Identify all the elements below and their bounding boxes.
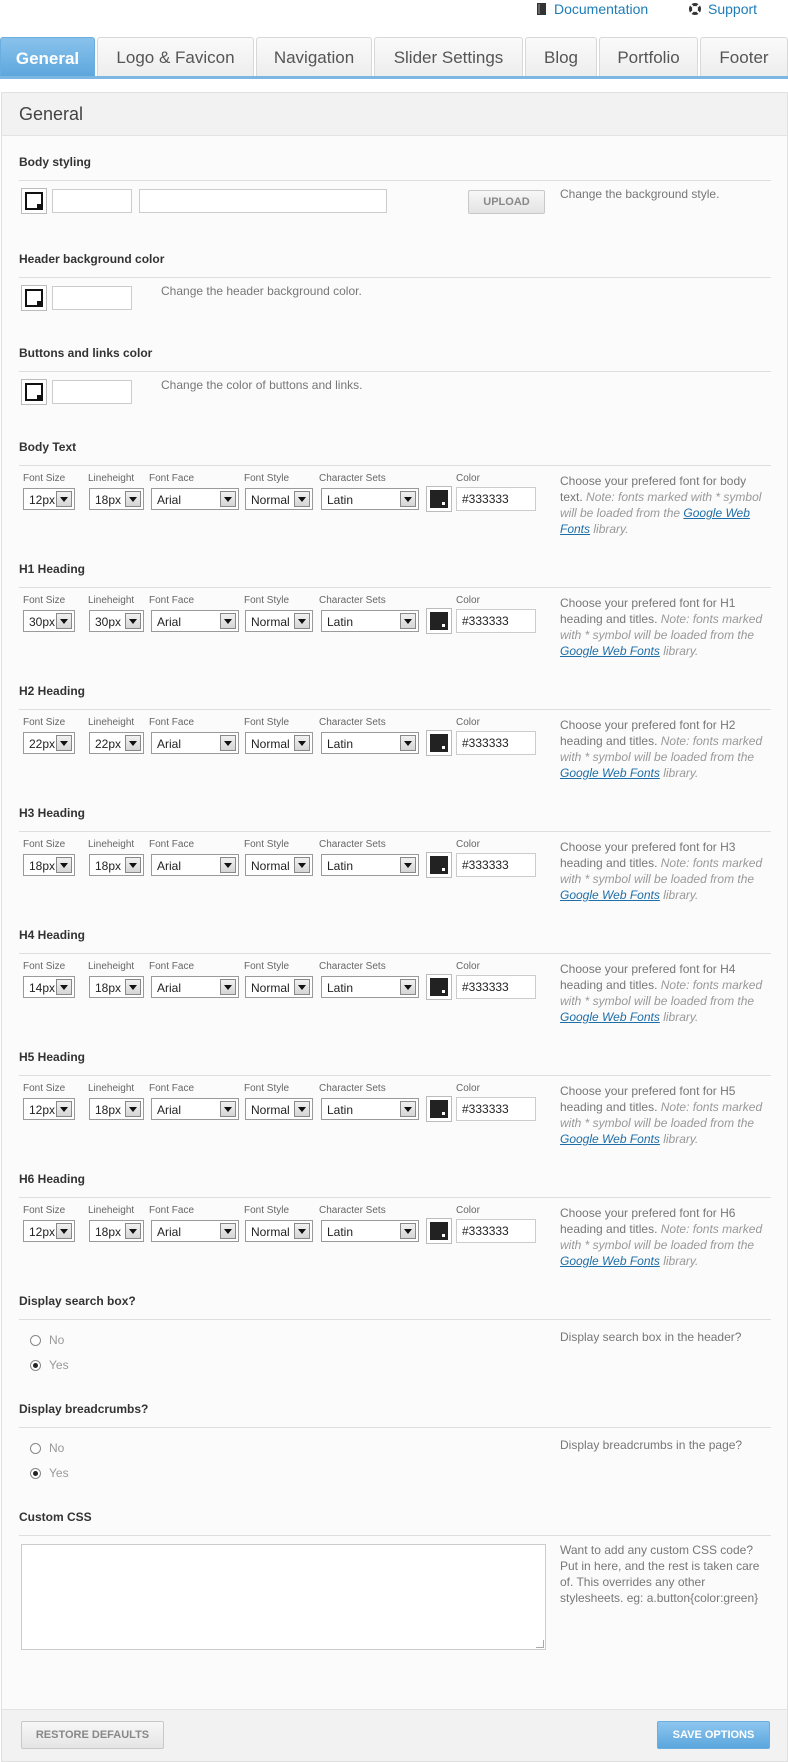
section-title: Buttons and links color bbox=[19, 346, 153, 360]
divider bbox=[19, 1427, 771, 1428]
radio-label: Yes bbox=[49, 1466, 69, 1480]
color-picker[interactable] bbox=[21, 188, 47, 214]
section-title: Header background color bbox=[19, 252, 165, 266]
color-hex-input[interactable] bbox=[52, 380, 132, 404]
section-title: H6 Heading bbox=[19, 1172, 86, 1186]
field-description: Display breadcrumbs in the page? bbox=[560, 1438, 743, 1452]
chevron-down-icon[interactable] bbox=[125, 735, 141, 751]
field-label: Font Face bbox=[149, 717, 195, 728]
select-value: 12px bbox=[29, 493, 56, 507]
lineheight-select[interactable] bbox=[89, 488, 144, 510]
charset-select[interactable] bbox=[321, 610, 419, 632]
description-note: Note: fonts marked with * symbol will be loaded from the bbox=[560, 734, 763, 764]
custom-css-section bbox=[19, 1510, 771, 1670]
face-select[interactable] bbox=[151, 732, 239, 754]
chevron-down-icon[interactable] bbox=[56, 1223, 72, 1239]
divider bbox=[19, 1197, 771, 1198]
support-label: Support bbox=[708, 1, 758, 17]
divider bbox=[19, 831, 771, 832]
chevron-down-icon[interactable] bbox=[400, 1223, 416, 1239]
search-box-yes-radio[interactable] bbox=[30, 1358, 69, 1372]
face-select[interactable] bbox=[151, 1098, 239, 1120]
restore-defaults-label: RESTORE DEFAULTS bbox=[35, 1729, 150, 1741]
size-select[interactable] bbox=[23, 976, 75, 998]
field-label: Character Sets bbox=[319, 1205, 386, 1216]
chevron-down-icon[interactable] bbox=[125, 613, 141, 629]
chevron-down-icon[interactable] bbox=[400, 1101, 416, 1117]
chevron-down-icon[interactable] bbox=[294, 1223, 310, 1239]
description-lead: Choose your prefered font for body text. bbox=[560, 474, 747, 504]
description-note: Note: fonts marked with * symbol will be loaded from the bbox=[560, 612, 763, 642]
chevron-down-icon[interactable] bbox=[294, 979, 310, 995]
field-label: Lineheight bbox=[88, 1205, 135, 1216]
field-label: Lineheight bbox=[88, 839, 135, 850]
select-value: 22px bbox=[95, 737, 122, 751]
color-picker[interactable] bbox=[426, 852, 452, 878]
chevron-down-icon[interactable] bbox=[56, 491, 72, 507]
chevron-down-icon[interactable] bbox=[400, 613, 416, 629]
chevron-down-icon[interactable] bbox=[125, 857, 141, 873]
field-description: Display search box in the header? bbox=[560, 1330, 742, 1344]
field-label: Lineheight bbox=[88, 961, 135, 972]
divider bbox=[19, 1535, 771, 1536]
tab-general[interactable] bbox=[0, 37, 95, 79]
field-label: Color bbox=[456, 595, 480, 606]
divider bbox=[19, 1075, 771, 1076]
lineheight-select[interactable] bbox=[89, 1220, 144, 1242]
header-bg-section bbox=[19, 252, 771, 332]
radio-button[interactable] bbox=[30, 1360, 41, 1371]
field-label: Character Sets bbox=[319, 961, 386, 972]
tab-label: Navigation bbox=[273, 47, 355, 67]
buttons-links-section bbox=[19, 346, 771, 426]
description-tail: library. bbox=[663, 1132, 699, 1146]
google-web-fonts-link[interactable]: Google Web Fonts bbox=[560, 644, 660, 658]
breadcrumbs-yes-radio[interactable] bbox=[30, 1466, 69, 1480]
color-hex-input[interactable]: #333333 bbox=[456, 487, 536, 511]
radio-label: No bbox=[49, 1441, 65, 1455]
color-hex-input[interactable]: #333333 bbox=[456, 1219, 536, 1243]
field-description: Change the color of buttons and links. bbox=[161, 378, 363, 392]
save-options-button[interactable] bbox=[657, 1721, 770, 1749]
field-label: Color bbox=[456, 961, 480, 972]
charset-select[interactable] bbox=[321, 1220, 419, 1242]
select-value: 30px bbox=[95, 615, 122, 629]
select-value: 18px bbox=[95, 493, 122, 507]
chevron-down-icon[interactable] bbox=[400, 735, 416, 751]
color-hex-input[interactable] bbox=[52, 189, 132, 213]
divider bbox=[19, 465, 771, 466]
color-hex-input[interactable]: #333333 bbox=[456, 609, 536, 633]
field-label: Font Style bbox=[244, 961, 290, 972]
field-description bbox=[560, 839, 771, 903]
charset-select[interactable] bbox=[321, 1098, 419, 1120]
google-web-fonts-link[interactable]: Google Web Fonts bbox=[560, 888, 660, 902]
field-label: Lineheight bbox=[88, 717, 135, 728]
search-box-section bbox=[19, 1294, 771, 1394]
field-label: Lineheight bbox=[88, 1083, 135, 1094]
chevron-down-icon[interactable] bbox=[294, 491, 310, 507]
face-select[interactable] bbox=[151, 976, 239, 998]
field-label: Character Sets bbox=[319, 595, 386, 606]
select-value: Latin bbox=[327, 615, 354, 629]
field-label: Font Size bbox=[23, 1083, 66, 1094]
select-value: 18px bbox=[29, 859, 56, 873]
radio-button[interactable] bbox=[30, 1335, 41, 1346]
charset-select[interactable] bbox=[321, 854, 419, 876]
radio-label: Yes bbox=[49, 1358, 69, 1372]
section-title: H4 Heading bbox=[19, 928, 86, 942]
chevron-down-icon[interactable] bbox=[400, 979, 416, 995]
select-value: Latin bbox=[327, 981, 354, 995]
tab-label: Portfolio bbox=[617, 47, 680, 67]
section-title: Custom CSS bbox=[19, 1510, 92, 1524]
field-label: Font Style bbox=[244, 717, 290, 728]
description-note: Note: fonts marked with * symbol will be loaded from the bbox=[560, 490, 762, 520]
tab-portfolio[interactable] bbox=[599, 37, 698, 77]
chevron-down-icon[interactable] bbox=[220, 1223, 236, 1239]
section-title: Display search box? bbox=[19, 1294, 136, 1308]
section-title: Body Text bbox=[19, 440, 77, 454]
upload-button[interactable] bbox=[468, 190, 545, 214]
section-title: H3 Heading bbox=[19, 806, 86, 820]
field-label: Font Size bbox=[23, 595, 66, 606]
chevron-down-icon[interactable] bbox=[56, 1101, 72, 1117]
style-select[interactable] bbox=[245, 854, 313, 876]
color-hex-input[interactable]: #333333 bbox=[456, 731, 536, 755]
field-label: Font Face bbox=[149, 961, 195, 972]
color-picker[interactable] bbox=[426, 1096, 452, 1122]
breadcrumbs-section bbox=[19, 1402, 771, 1502]
select-value: Normal bbox=[251, 615, 290, 629]
font-section bbox=[19, 1050, 771, 1165]
field-label: Font Style bbox=[244, 473, 290, 484]
panel-title: General bbox=[19, 104, 84, 124]
description-lead: Choose your prefered font for H4 heading and titles. bbox=[560, 962, 736, 992]
select-value: 12px bbox=[29, 1225, 56, 1239]
documentation-label: Documentation bbox=[554, 1, 649, 17]
chevron-down-icon[interactable] bbox=[125, 1101, 141, 1117]
field-label: Lineheight bbox=[88, 473, 135, 484]
description-lead: Choose your prefered font for H5 heading and titles. bbox=[560, 1084, 736, 1114]
field-label: Font Face bbox=[149, 1083, 195, 1094]
search-box-no-radio[interactable] bbox=[30, 1333, 64, 1347]
select-value: Arial bbox=[157, 615, 182, 629]
google-web-fonts-link[interactable]: Google Web Fonts bbox=[560, 1254, 660, 1268]
chevron-down-icon[interactable] bbox=[125, 979, 141, 995]
description-lead: Choose your prefered font for H2 heading and titles. bbox=[560, 718, 736, 748]
select-value: Arial bbox=[157, 1103, 182, 1117]
documentation-link[interactable] bbox=[536, 1, 648, 17]
style-select[interactable] bbox=[245, 732, 313, 754]
chevron-down-icon[interactable] bbox=[220, 1101, 236, 1117]
select-value: Normal bbox=[251, 1103, 290, 1117]
chevron-down-icon[interactable] bbox=[294, 613, 310, 629]
description-tail: library. bbox=[663, 644, 699, 658]
upload-button-label: UPLOAD bbox=[483, 196, 530, 208]
charset-select[interactable] bbox=[321, 488, 419, 510]
style-select[interactable] bbox=[245, 1220, 313, 1242]
size-select[interactable] bbox=[23, 610, 75, 632]
style-select[interactable] bbox=[245, 1098, 313, 1120]
color-hex-input[interactable] bbox=[52, 286, 132, 310]
lineheight-select[interactable] bbox=[89, 976, 144, 998]
field-description bbox=[560, 473, 771, 537]
select-value: 18px bbox=[95, 1103, 122, 1117]
description-note: Note: fonts marked with * symbol will be loaded from the bbox=[560, 1222, 763, 1252]
field-label: Character Sets bbox=[319, 839, 386, 850]
color-picker[interactable] bbox=[426, 1218, 452, 1244]
settings-panel bbox=[1, 92, 788, 1762]
field-label: Character Sets bbox=[319, 717, 386, 728]
chevron-down-icon[interactable] bbox=[56, 735, 72, 751]
chevron-down-icon[interactable] bbox=[220, 857, 236, 873]
chevron-down-icon[interactable] bbox=[220, 735, 236, 751]
field-label: Font Face bbox=[149, 839, 195, 850]
description-lead: Choose your prefered font for H3 heading and titles. bbox=[560, 840, 736, 870]
section-title: Display breadcrumbs? bbox=[19, 1402, 149, 1416]
tab-footer[interactable] bbox=[700, 37, 788, 77]
field-label: Color bbox=[456, 839, 480, 850]
field-description bbox=[560, 717, 771, 781]
description-note: Note: fonts marked with * symbol will be loaded from the bbox=[560, 1100, 763, 1130]
field-label: Font Size bbox=[23, 961, 66, 972]
description-note: Note: fonts marked with * symbol will be loaded from the bbox=[560, 856, 763, 886]
tab-label: General bbox=[15, 48, 80, 68]
description-tail: library. bbox=[663, 1010, 699, 1024]
size-select[interactable] bbox=[23, 732, 75, 754]
select-value: Arial bbox=[157, 859, 182, 873]
field-label: Font Size bbox=[23, 839, 66, 850]
chevron-down-icon[interactable] bbox=[294, 735, 310, 751]
chevron-down-icon[interactable] bbox=[400, 491, 416, 507]
divider bbox=[19, 180, 771, 181]
chevron-down-icon[interactable] bbox=[125, 491, 141, 507]
field-label: Color bbox=[456, 1205, 480, 1216]
size-select[interactable] bbox=[23, 854, 75, 876]
face-select[interactable] bbox=[151, 610, 239, 632]
resize-handle[interactable] bbox=[536, 1640, 544, 1648]
field-description: Want to add any custom CSS code? Put in here, and the rest is taken care of. This overrides any other stylesheets. eg: a.button{color:green} bbox=[560, 1543, 760, 1605]
chevron-down-icon[interactable] bbox=[294, 1101, 310, 1117]
divider bbox=[19, 953, 771, 954]
field-description bbox=[560, 961, 771, 1025]
section-title: Body styling bbox=[19, 155, 92, 169]
field-label: Font Style bbox=[244, 839, 290, 850]
chevron-down-icon[interactable] bbox=[220, 491, 236, 507]
support-link[interactable] bbox=[688, 1, 757, 17]
background-image-url-input[interactable] bbox=[139, 189, 387, 213]
size-select[interactable] bbox=[23, 488, 75, 510]
tab-label: Footer bbox=[719, 47, 769, 67]
field-label: Font Style bbox=[244, 595, 290, 606]
field-description bbox=[560, 1083, 771, 1147]
select-value: Normal bbox=[251, 737, 290, 751]
color-picker[interactable] bbox=[426, 730, 452, 756]
lineheight-select[interactable] bbox=[89, 1098, 144, 1120]
lineheight-select[interactable] bbox=[89, 732, 144, 754]
tab-label: Blog bbox=[543, 47, 579, 67]
divider bbox=[19, 371, 771, 372]
face-select[interactable] bbox=[151, 488, 239, 510]
select-value: Latin bbox=[327, 1103, 354, 1117]
select-value: 12px bbox=[29, 1103, 56, 1117]
divider bbox=[19, 709, 771, 710]
panel-header bbox=[2, 93, 787, 136]
face-select[interactable] bbox=[151, 854, 239, 876]
restore-defaults-button[interactable] bbox=[21, 1721, 164, 1749]
section-title: H1 Heading bbox=[19, 562, 86, 576]
divider bbox=[19, 1319, 771, 1320]
font-section bbox=[19, 928, 771, 1043]
description-tail: library. bbox=[663, 888, 699, 902]
font-section bbox=[19, 440, 771, 555]
color-hex-input[interactable]: #333333 bbox=[456, 853, 536, 877]
select-value: 18px bbox=[95, 981, 122, 995]
font-section bbox=[19, 684, 771, 799]
tab-label: Slider Settings bbox=[393, 47, 504, 67]
font-section bbox=[19, 1172, 771, 1287]
select-value: Normal bbox=[251, 1225, 290, 1239]
settings-tabs bbox=[0, 37, 788, 79]
radio-button[interactable] bbox=[30, 1468, 41, 1479]
select-value: 18px bbox=[95, 859, 122, 873]
google-web-fonts-link[interactable]: Google Web Fonts bbox=[560, 766, 660, 780]
size-select[interactable] bbox=[23, 1220, 75, 1242]
font-section bbox=[19, 806, 771, 921]
select-value: Latin bbox=[327, 737, 354, 751]
lifebuoy-icon bbox=[688, 2, 702, 16]
face-select[interactable] bbox=[151, 1220, 239, 1242]
field-description: Change the background style. bbox=[560, 187, 720, 201]
lineheight-select[interactable] bbox=[89, 854, 144, 876]
chevron-down-icon[interactable] bbox=[56, 613, 72, 629]
save-options-label: SAVE OPTIONS bbox=[672, 1729, 755, 1741]
lineheight-select[interactable] bbox=[89, 610, 144, 632]
field-label: Character Sets bbox=[319, 1083, 386, 1094]
field-label: Font Style bbox=[244, 1083, 290, 1094]
field-label: Font Size bbox=[23, 473, 66, 484]
description-tail: library. bbox=[663, 766, 699, 780]
chevron-down-icon[interactable] bbox=[220, 613, 236, 629]
radio-label: No bbox=[49, 1333, 65, 1347]
color-picker[interactable] bbox=[21, 285, 47, 311]
chevron-down-icon[interactable] bbox=[56, 979, 72, 995]
body-styling-section bbox=[19, 155, 771, 245]
select-value: Normal bbox=[251, 981, 290, 995]
select-value: Normal bbox=[251, 859, 290, 873]
description-tail: library. bbox=[593, 522, 629, 536]
field-label: Character Sets bbox=[319, 473, 386, 484]
section-title: H5 Heading bbox=[19, 1050, 86, 1064]
description-lead: Choose your prefered font for H1 heading and titles. bbox=[560, 596, 736, 626]
field-label: Font Face bbox=[149, 595, 195, 606]
chevron-down-icon[interactable] bbox=[294, 857, 310, 873]
book-icon bbox=[536, 2, 548, 16]
select-value: Arial bbox=[157, 493, 182, 507]
field-label: Lineheight bbox=[88, 595, 135, 606]
chevron-down-icon[interactable] bbox=[400, 857, 416, 873]
select-value: 14px bbox=[29, 981, 56, 995]
color-picker[interactable] bbox=[426, 608, 452, 634]
field-label: Font Size bbox=[23, 1205, 66, 1216]
tab-slider-settings[interactable] bbox=[374, 37, 523, 77]
field-label: Font Style bbox=[244, 1205, 290, 1216]
field-description bbox=[560, 595, 771, 659]
select-value: 30px bbox=[29, 615, 56, 629]
style-select[interactable] bbox=[245, 976, 313, 998]
field-description bbox=[560, 1205, 771, 1269]
field-label: Font Face bbox=[149, 1205, 195, 1216]
chevron-down-icon[interactable] bbox=[56, 857, 72, 873]
section-title: H2 Heading bbox=[19, 684, 86, 698]
select-value: Latin bbox=[327, 493, 354, 507]
google-web-fonts-link[interactable]: Google Web Fonts bbox=[560, 506, 750, 536]
select-value: Arial bbox=[157, 1225, 182, 1239]
field-label: Color bbox=[456, 1083, 480, 1094]
chevron-down-icon[interactable] bbox=[220, 979, 236, 995]
size-select[interactable] bbox=[23, 1098, 75, 1120]
select-value: Normal bbox=[251, 493, 290, 507]
charset-select[interactable] bbox=[321, 976, 419, 998]
tab-label: Logo & Favicon bbox=[116, 47, 235, 67]
radio-button[interactable] bbox=[30, 1443, 41, 1454]
divider bbox=[19, 277, 771, 278]
options-footer bbox=[2, 1709, 787, 1761]
description-lead: Choose your prefered font for H6 heading and titles. bbox=[560, 1206, 736, 1236]
style-select[interactable] bbox=[245, 488, 313, 510]
tab-navigation[interactable] bbox=[256, 37, 372, 77]
select-value: 18px bbox=[95, 1225, 122, 1239]
description-tail: library. bbox=[663, 1254, 699, 1268]
chevron-down-icon[interactable] bbox=[125, 1223, 141, 1239]
custom-css-textarea[interactable] bbox=[21, 1544, 546, 1650]
description-note: Note: fonts marked with * symbol will be loaded from the bbox=[560, 978, 763, 1008]
divider bbox=[19, 587, 771, 588]
charset-select[interactable] bbox=[321, 732, 419, 754]
field-label: Font Face bbox=[149, 473, 195, 484]
color-hex-input[interactable]: #333333 bbox=[456, 1097, 536, 1121]
color-picker[interactable] bbox=[426, 486, 452, 512]
field-label: Font Size bbox=[23, 717, 66, 728]
select-value: 22px bbox=[29, 737, 56, 751]
color-picker[interactable] bbox=[426, 974, 452, 1000]
color-picker[interactable] bbox=[21, 379, 47, 405]
font-section bbox=[19, 562, 771, 677]
top-links-bar bbox=[0, 0, 788, 22]
select-value: Latin bbox=[327, 859, 354, 873]
select-value: Latin bbox=[327, 1225, 354, 1239]
breadcrumbs-no-radio[interactable] bbox=[30, 1441, 64, 1455]
google-web-fonts-link[interactable]: Google Web Fonts bbox=[560, 1132, 660, 1146]
color-hex-input[interactable]: #333333 bbox=[456, 975, 536, 999]
tab-blog[interactable] bbox=[525, 37, 597, 77]
tab-logo-favicon[interactable] bbox=[97, 37, 254, 77]
style-select[interactable] bbox=[245, 610, 313, 632]
select-value: Arial bbox=[157, 737, 182, 751]
field-label: Color bbox=[456, 717, 480, 728]
field-description: Change the header background color. bbox=[161, 284, 362, 298]
field-label: Color bbox=[456, 473, 480, 484]
select-value: Arial bbox=[157, 981, 182, 995]
google-web-fonts-link[interactable]: Google Web Fonts bbox=[560, 1010, 660, 1024]
